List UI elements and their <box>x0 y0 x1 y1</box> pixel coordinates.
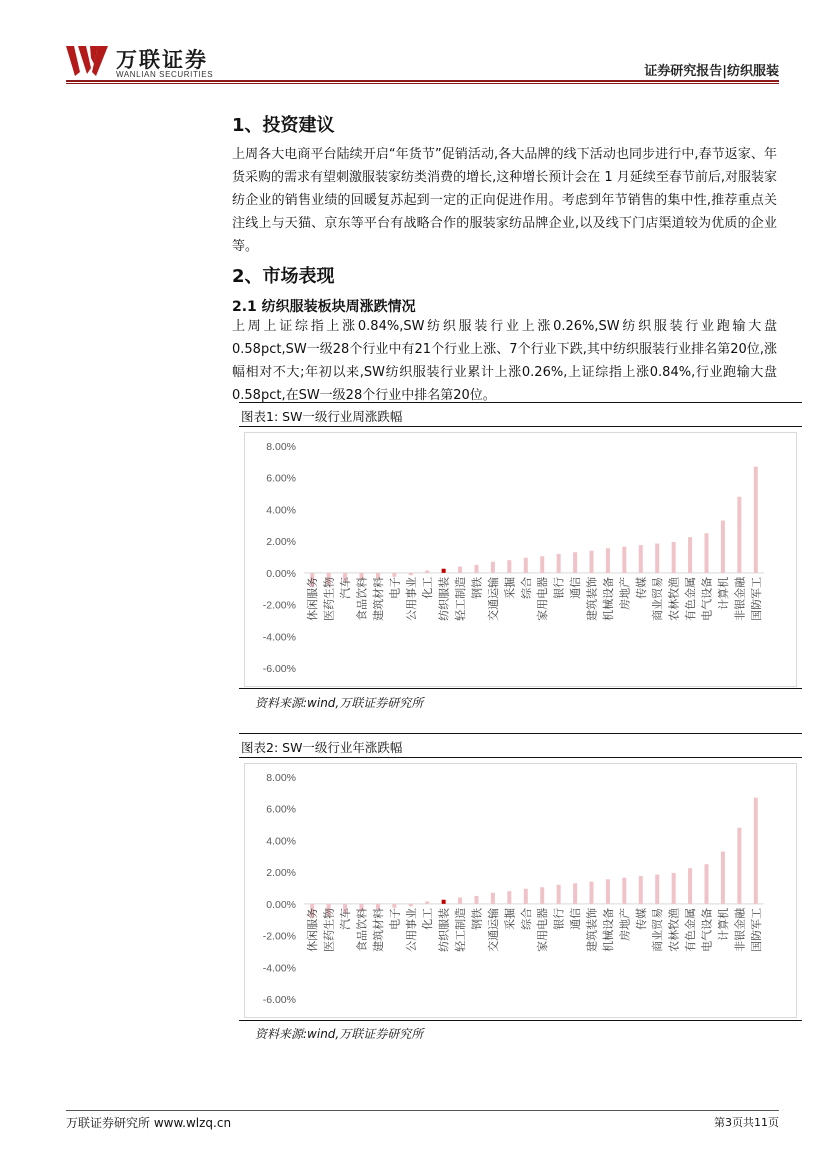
x-category-label: 非银金融 <box>733 907 747 952</box>
bar-有色金属 <box>688 537 692 573</box>
y-tick-label: -6.00% <box>262 994 296 1006</box>
bar-传媒 <box>639 545 643 573</box>
bar-钢铁 <box>475 565 479 573</box>
bar-银行 <box>557 554 561 573</box>
x-category-label: 房地产 <box>618 576 632 610</box>
bar-国防军工 <box>754 798 758 904</box>
x-category-label: 通信 <box>569 576 583 599</box>
bar-机械设备 <box>606 879 610 904</box>
x-category-label: 化工 <box>421 907 435 930</box>
x-category-label: 机械设备 <box>601 907 615 952</box>
subsection-2-1-title: 2.1 纺织服装板块周涨跌情况 <box>232 299 416 315</box>
section-2-title: 2、市场表现 <box>232 266 335 287</box>
bar-交通运输 <box>491 562 495 573</box>
bar-化工 <box>425 570 429 572</box>
page-number: 第3页共11页 <box>714 1116 779 1129</box>
x-category-label: 公用事业 <box>404 907 418 952</box>
x-category-label: 电子 <box>388 576 402 599</box>
bar-电气设备 <box>705 533 709 573</box>
bar-家用电器 <box>540 887 544 904</box>
x-category-label: 建筑装饰 <box>585 576 599 621</box>
footer-website: 万联证券研究所 www.wlzq.cn <box>66 1116 232 1130</box>
x-category-label: 医药生物 <box>322 907 336 952</box>
y-tick-label: -2.00% <box>262 599 296 612</box>
bar-非银金融 <box>737 497 741 573</box>
x-category-label: 钢铁 <box>470 576 484 599</box>
x-category-label: 纺织服装 <box>437 907 451 952</box>
figure-1-title: 图表1: SW一级行业周涨跌幅 <box>241 409 403 424</box>
y-tick-label: -2.00% <box>262 930 296 943</box>
bar-电子 <box>392 573 396 577</box>
x-category-label: 轻工制造 <box>454 907 468 952</box>
figure-1-chart <box>244 432 797 687</box>
bar-轻工制造 <box>458 898 462 904</box>
figure-1-title-rule <box>239 426 802 427</box>
y-tick-label: 6.00% <box>266 803 296 816</box>
bar-轻工制造 <box>458 567 462 573</box>
x-category-label: 建筑装饰 <box>585 907 599 952</box>
chart-frame <box>245 433 797 687</box>
header-divider <box>66 80 779 84</box>
bar-非银金融 <box>737 828 741 904</box>
bar-综合 <box>524 558 528 573</box>
wanlian-logo-icon <box>66 44 110 78</box>
figure-2-top-rule <box>239 733 802 734</box>
bar-交通运输 <box>491 893 495 904</box>
x-category-label: 食品饮料 <box>355 907 369 952</box>
x-category-label: 银行 <box>552 907 566 930</box>
bar-农林牧渔 <box>672 542 676 573</box>
y-tick-label: 0.00% <box>266 898 296 911</box>
bar-计算机 <box>721 852 725 904</box>
x-category-label: 计算机 <box>716 907 730 941</box>
x-category-label: 非银金融 <box>733 576 747 621</box>
bar-公用事业 <box>409 573 413 575</box>
x-category-label: 机械设备 <box>601 576 615 621</box>
report-type: 证券研究报告|纺织服装 <box>644 64 779 79</box>
figure-2-bar-chart <box>244 763 797 1018</box>
bar-公用事业 <box>409 904 413 906</box>
figure-1-top-rule <box>239 402 802 403</box>
bar-国防军工 <box>754 467 758 573</box>
section-2-paragraph: 上周上证综指上涨0.84%,SW纺织服装行业上涨0.26%,SW纺织服装行业跑输大盘0.58pct,SW一级28个行业中有21个行业上涨、7个行业下跌,其中纺织服装行业排名第20位,涨幅相对不大;年初以来,SW纺织服装行业累计上涨0.26%,上证综指上涨0.84%,行业跑输大盘0.58pct,在SW一级28个行业中排名第20位。 <box>232 319 777 403</box>
x-category-label: 农林牧渔 <box>667 907 681 952</box>
figure-2-chart <box>244 763 797 1018</box>
bar-银行 <box>557 885 561 904</box>
y-tick-label: -4.00% <box>262 631 296 644</box>
x-category-label: 医药生物 <box>322 576 336 621</box>
bar-计算机 <box>721 521 725 573</box>
bar-农林牧渔 <box>672 873 676 904</box>
footer-divider <box>66 1110 779 1111</box>
bar-通信 <box>573 883 577 904</box>
x-category-label: 银行 <box>552 576 566 599</box>
y-tick-label: 0.00% <box>266 567 296 580</box>
figure-1-bar-chart <box>244 432 797 687</box>
x-category-label: 通信 <box>569 907 583 930</box>
x-category-label: 电气设备 <box>700 576 714 621</box>
x-category-label: 汽车 <box>339 907 353 930</box>
x-category-label: 建筑材料 <box>371 576 385 621</box>
x-category-label: 家用电器 <box>536 907 550 952</box>
bar-房地产 <box>622 878 626 904</box>
x-category-label: 食品饮料 <box>355 576 369 621</box>
x-category-label: 钢铁 <box>470 907 484 930</box>
bar-建筑装饰 <box>590 551 594 573</box>
bar-综合 <box>524 889 528 904</box>
x-category-label: 轻工制造 <box>454 576 468 621</box>
x-category-label: 综合 <box>519 576 533 599</box>
y-tick-label: -6.00% <box>262 663 296 675</box>
x-category-label: 采掘 <box>503 576 517 599</box>
logo-english-name: WANLIAN SECURITIES <box>116 70 214 79</box>
bar-商业贸易 <box>655 875 659 904</box>
x-category-label: 电气设备 <box>700 907 714 952</box>
logo-chinese-name: 万联证券 <box>116 48 208 72</box>
bar-电子 <box>392 904 396 908</box>
y-tick-label: 2.00% <box>266 536 296 549</box>
x-category-label: 计算机 <box>716 576 730 610</box>
figure-2-title-rule <box>239 757 802 758</box>
bar-化工 <box>425 901 429 903</box>
x-category-label: 商业贸易 <box>651 907 665 952</box>
x-category-label: 电子 <box>388 907 402 930</box>
figure-2-title: 图表2: SW一级行业年涨跌幅 <box>241 740 403 755</box>
bar-纺织服装 <box>442 900 446 904</box>
x-category-label: 综合 <box>519 907 533 930</box>
x-category-label: 交通运输 <box>486 907 500 952</box>
bar-纺织服装 <box>442 569 446 573</box>
chart-frame <box>245 764 797 1018</box>
bar-有色金属 <box>688 868 692 904</box>
x-category-label: 休闲服务 <box>306 576 320 621</box>
x-category-label: 休闲服务 <box>306 907 320 952</box>
figure-1-source: 资料来源:wind,万联证券研究所 <box>255 696 424 710</box>
x-category-label: 化工 <box>421 576 435 599</box>
x-category-label: 商业贸易 <box>651 576 665 621</box>
x-category-label: 纺织服装 <box>437 576 451 621</box>
section-1-paragraph: 上周各大电商平台陆续开启“年货节”促销活动,各大品牌的线下活动也同步进行中,春节返家、年货采购的需求有望刺激服装家纺类消费的增长,这种增长预计会在 1 月延续至春节前后,对服装家纺企业的销售业绩的回暖复苏起到一定的正向促进作用。考虑到年节销售的集中性,推荐重点关注线上与天猫、京东等平台有战略合作的服装家纺品牌企业,以及线下门店渠道较为优质的企业等。 <box>232 147 777 254</box>
x-category-label: 国防军工 <box>749 576 763 621</box>
y-tick-label: -4.00% <box>262 962 296 975</box>
section-1-title: 1、投资建议 <box>232 115 335 136</box>
x-category-label: 交通运输 <box>486 576 500 621</box>
bar-传媒 <box>639 876 643 904</box>
figure-2-bottom-rule <box>239 1020 802 1021</box>
bar-家用电器 <box>540 556 544 573</box>
x-category-label: 有色金属 <box>684 907 698 952</box>
bar-采掘 <box>507 891 511 904</box>
x-category-label: 房地产 <box>618 907 632 941</box>
bar-通信 <box>573 552 577 573</box>
x-category-label: 国防军工 <box>749 907 763 952</box>
x-category-label: 农林牧渔 <box>667 576 681 621</box>
figure-2-source: 资料来源:wind,万联证券研究所 <box>255 1027 424 1041</box>
bar-电气设备 <box>705 864 709 904</box>
x-category-label: 采掘 <box>503 907 517 930</box>
x-category-label: 建筑材料 <box>371 907 385 952</box>
bar-机械设备 <box>606 548 610 573</box>
bar-商业贸易 <box>655 544 659 573</box>
bar-钢铁 <box>475 896 479 904</box>
y-tick-label: 8.00% <box>266 772 296 784</box>
x-category-label: 有色金属 <box>684 576 698 621</box>
y-tick-label: 6.00% <box>266 472 296 485</box>
x-category-label: 传媒 <box>634 576 648 599</box>
x-category-label: 公用事业 <box>404 576 418 621</box>
figure-1-bottom-rule <box>239 688 802 689</box>
y-tick-label: 4.00% <box>266 835 296 848</box>
x-category-label: 传媒 <box>634 907 648 930</box>
y-tick-label: 4.00% <box>266 504 296 517</box>
y-tick-label: 8.00% <box>266 441 296 453</box>
company-logo <box>66 44 236 80</box>
bar-房地产 <box>622 547 626 573</box>
x-category-label: 家用电器 <box>536 576 550 621</box>
x-category-label: 汽车 <box>339 576 353 599</box>
y-tick-label: 2.00% <box>266 867 296 880</box>
bar-采掘 <box>507 560 511 573</box>
bar-建筑装饰 <box>590 882 594 904</box>
